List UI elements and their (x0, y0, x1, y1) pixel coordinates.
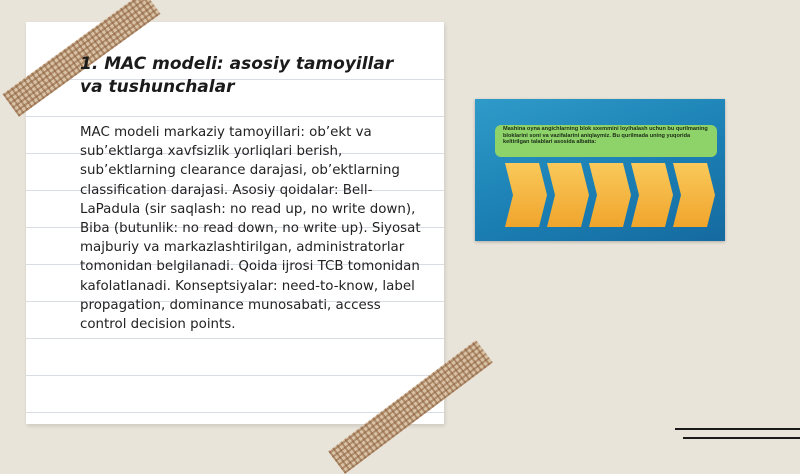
chevron-step-2 (547, 163, 589, 227)
decorative-line-1 (675, 428, 800, 430)
chevron-step-5 (673, 163, 715, 227)
chevron-process-diagram (475, 99, 725, 241)
chevron-step-3 (589, 163, 631, 227)
decorative-line-2 (683, 437, 800, 439)
chevron-step-4 (631, 163, 673, 227)
embedded-slide-text: Mashina oyna angichlarning blok sxemmini loyihalash uchun bu qurilmaning bloklarini soni va vazifalarini aniqlaymiz. Bu qurilmada uning yuqorida keltirilgan talablari asosida albatta: (503, 126, 708, 146)
slide-title: 1. MAC modeli: asosiy tamoyillar va tushunchalar (80, 54, 394, 97)
embedded-slide-image (475, 99, 725, 241)
chevron-step-1 (505, 163, 547, 227)
slide-body-text: MAC modeli markaziy tamoyillari: ob’ekt va sub’ektlarga xavfsizlik yorliqlari berish, sub’ektlarning clearance darajasi, ob’ektlarning classification darajasi. Asosiy qoidalar: Bell-LaPadula (sir saqlash: no read up, no write down), Biba (butunlik: no read down, no write up). Siyosat majburiy va markazlashtirilgan, administratorlar tomonidan belgilanadi. Qoida ijrosi TCB tomonidan kafolatlanadi. Konseptsiyalar: need-to-know, label propagation, dominance munosabati, access control decision points. (80, 125, 421, 333)
